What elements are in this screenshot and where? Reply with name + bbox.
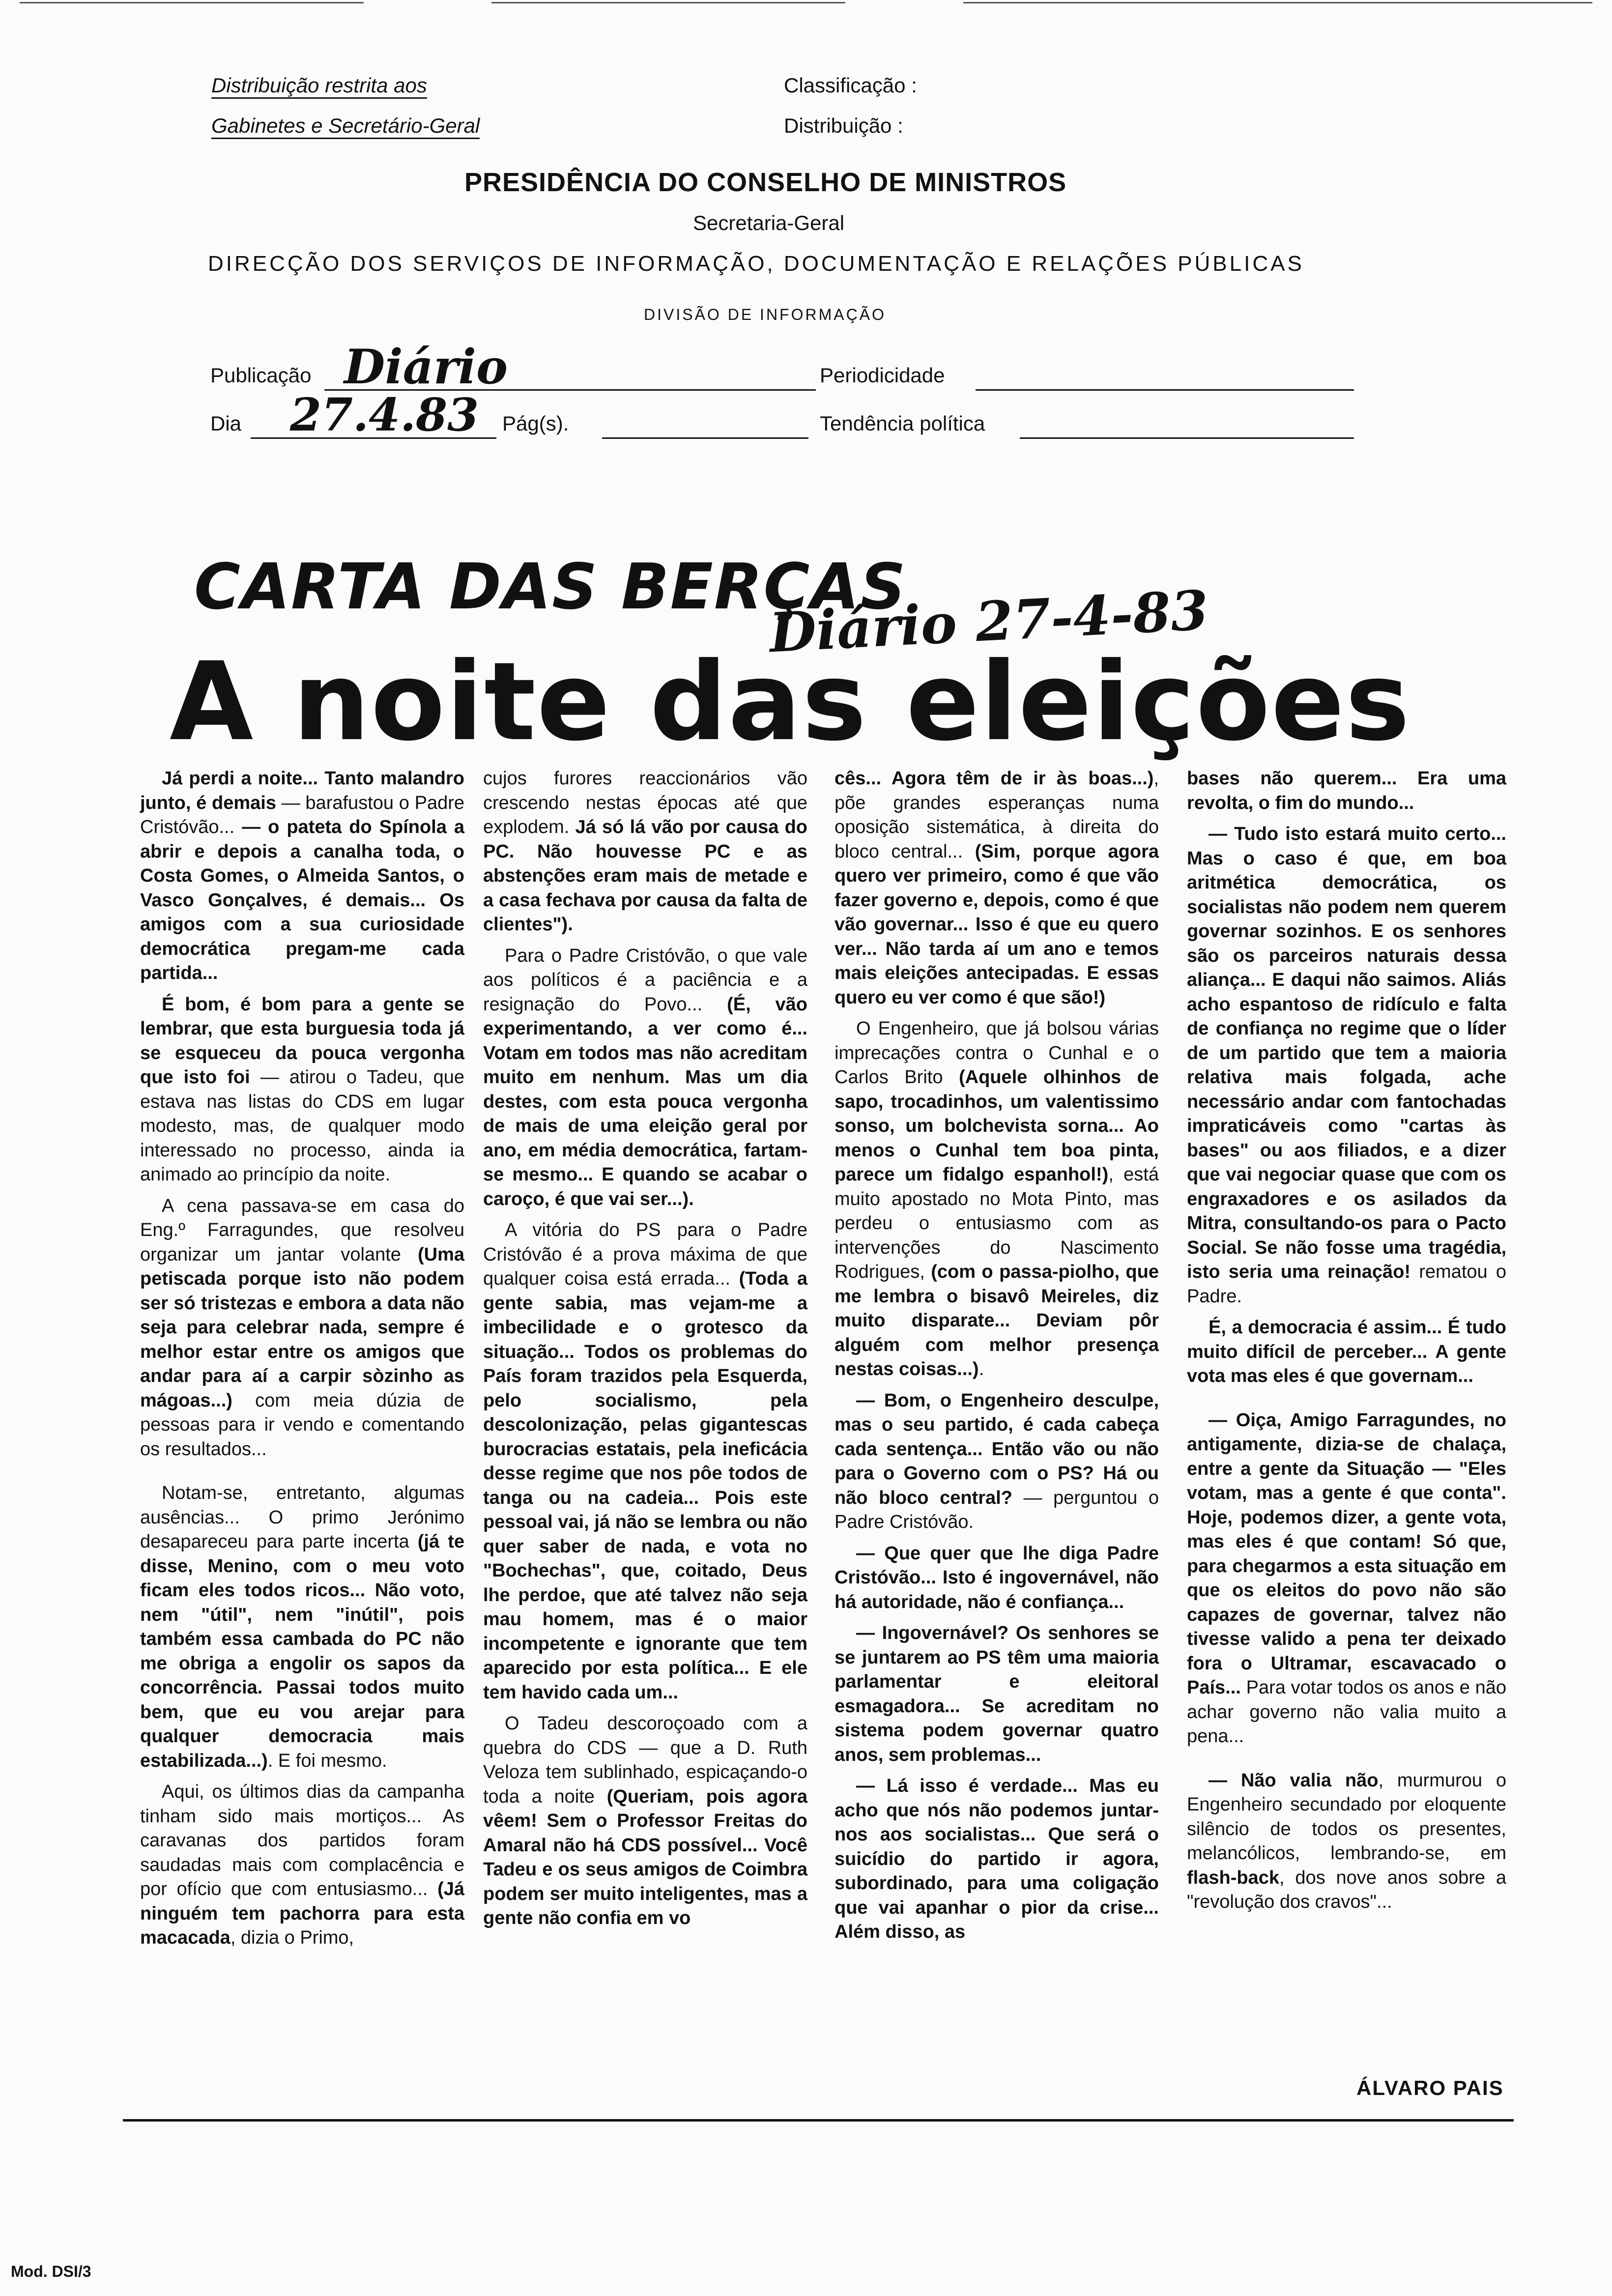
- directorate-line: DIRECÇÃO DOS SERVIÇOS DE INFORMAÇÃO, DOCUMENTAÇÃO E RELAÇÕES PÚBLICAS: [208, 252, 1304, 276]
- article-column-1: Já perdi a noite... Tanto malandro junto, é demais — barafustou o Padre Cristóvão... — o pateta do Spínola a abrir e depois a canalha toda, o Costa Gomes, o Almeida Santos, o Vasco Gonçalves, é demais... Os amigos com a sua curiosidade democrática pregam-me cada partida... É bom, é bom para a gente se lembrar, que esta burguesia toda já se esqueceu da pouca vergonha que isto foi — atirou o Tadeu, que estava nas listas do CDS em lugar modesto, mas, de qualquer modo interessado no processo, ainda ia animado ao princípio da noite. A cena passava-se em casa do Eng.º Farragundes, que resolveu organizar um jantar volante (Uma petiscada porque isto não podem ser só tristezas e embora a data não seja para celebrar nada, sempre é melhor estar entre os amigos que andar para aí a carpir sòzinho as mágoas...) com meia dúzia de pessoas para ir vendo e comentando os resultados... Notam-se, entretanto, algumas ausências... O primo Jerónimo desapareceu para parte incerta (já te disse, Menino, com o meu voto ficam eles todos ricos... Não voto, nem "útil", nem "inútil", pois também essa cambada do PC não me obriga a engolir os sapos da concorrência. Passai todos muito bem, que eu vou arejar para qualquer democracia mais estabilizada...). E foi mesmo. Aqui, os últimos dias da campanha tinham sido mais mortiços... As caravanas dos partidos foram saudadas mais com complacência e por ofício que com entusiasmo... (Já ninguém tem pachorra para esta macacada, dizia o Primo,: [140, 768, 464, 1948]
- political-tendency-underline: [1020, 437, 1354, 439]
- bottom-rule: [123, 2119, 1514, 2122]
- article-column-2: cujos furores reaccionários vão crescendo nestas épocas até que explodem. Já só lá vão por causa do PC. Não houvesse PC e as abstenções eram mais de metade e a casa fechava por causa da falta de clientes"). Para o Padre Cristóvão, o que vale aos políticos é a paciência e a resignação do Povo... (É, vão experimentando, a ver como é... Votam em todos mas não acreditam muito em nenhum. Mas um dia destes, com esta pouca vergonha de mais de uma eleição geral por ano, em média democrática, fartam-se mesmo... E quando se acabar o caroço, é que vai ser...). A vitória do PS para o Padre Cristóvão é a prova máxima de que qualquer coisa está errada... (Toda a gente sabia, mas vejam-me a imbecilidade e o grotesco da situação... Todos os problemas do País foram trazidos pela Esquerda, pelo socialismo, pela descolonização, pelas gigantescas burocracias estatais, pela ineficácia desse regime que nos pôe todos de tanga ou na cadeia... Pois este pessoal vai, já não se lembra ou não quer saber de nada, e vota no "Bochechas", que, coitado, Deus lhe perdoe, que até talvez não seja mau homem, mas é o maior incompetente e ignorante que tem aparecido por esta política... E ele tem havido cada um... O Tadeu descoroçoado com a quebra do CDS — que a D. Ruth Veloza tem sublinhado, espicaçando-o toda a noite (Queriam, pois agora vêem! Sem o Professor Freitas do Amaral não há CDS possível... Você Tadeu e os seus amigos de Coimbra podem ser muito inteligentes, mas a gente não confia em vo: [483, 768, 808, 1928]
- distribution-label: Distribuição :: [784, 114, 903, 137]
- division-line: DIVISÃO DE INFORMAÇÃO: [644, 306, 886, 323]
- article-column-4: bases não querem... Era uma revolta, o fim do mundo... — Tudo isto estará muito certo... Mas o caso é que, em boa aritmética democrática, os socialistas não podem nem querem governar sozinhos. E os senhores são os parceiros naturais dessa aliança... E daqui não saimos. Aliás acho espantoso de ridículo e falta de confiança no regime que o líder de um partido que tem a maioria relativa mais folgada, ache necessário andar com fantochadas impraticáveis como "cartas às bases" ou aos filiados, e a dizer que vai negociar quase que com os engraxadores e os asilados da Mitra, consultando-os para o Pacto Social. Se não fosse uma tragédia, isto seria uma reinação! rematou o Padre. É, a democracia é assim... É tudo muito difícil de perceber... A gente vota mas eles é que governam... — Oiça, Amigo Farragundes, no antigamente, dizia-se de chalaça, entre a gente da Situação — "Eles votam, mas a gente é que conta". Hoje, podemos dizer, a gente vota, mas eles é que contam! Só que, para chegarmos a esta situação em que os eleitos do povo não são capazes de governar, talvez não tivesse valido a pena ter deixado fora o Ultramar, escavacado o País... Para votar todos os anos e não achar governo não valia muito a pena... — Não valia não, murmurou o Engenheiro secundado por eloquente silêncio de todos os presentes, melancólicos, lembrando-se, em flash-back, dos nove anos sobre a "revolução dos cravos"...: [1187, 768, 1506, 1912]
- form-code: Mod. DSI/3: [11, 2263, 91, 2280]
- article-column-3: cês... Agora têm de ir às boas...), põe grandes esperanças numa oposição sistemática, à direita do bloco central... (Sim, porque agora quero ver primeiro, como é que vão fazer governo e, depois, como é que vão governar... Isso é que eu quero ver... Não tarda aí um ano e temos mais eleições antecipadas. E essas quero eu ver como é que são!) O Engenheiro, que já bolsou várias imprecações contra o Cunhal e o Carlos Brito (Aquele olhinhos de sapo, trocadinhos, um valentissimo sonso, um bolchevista sorna... Ao menos o Cunhal tem boa pinta, parece um fidalgo espanhol!), está muito apostado no Mota Pinto, mas perdeu o entusiasmo com as intervenções do Nascimento Rodrigues, (com o passa-piolho, que me lembra o bisavô Meireles, diz muito disparate... Deviam pôr alguém com melhor presença nestas coisas...). — Bom, o Engenheiro desculpe, mas o seu partido, é cada cabeça cada sentença... Então vão ou não para o Governo com o PS? Há ou não bloco central? — perguntou o Padre Cristóvão. — Que quer que lhe diga Padre Cristóvão... Isto é ingovernável, não há autoridade, não é confiança... — Ingovernável? Os senhores se se juntarem ao PS têm uma maioria parlamentar e eleitoral esmagadora... Se acreditam no sistema podem governar quatro anos, sem problemas... — Lá isso é verdade... Mas eu acho que nós não podemos juntar-nos aos socialistas... Que será o suicídio do partido ir agora, subordinado, para uma coligação que vai apanhar o pior da crise... Além disso, as: [835, 768, 1159, 1942]
- day-handwritten: 27.4.83: [290, 388, 479, 441]
- publication-handwritten: Diário: [344, 339, 508, 395]
- political-tendency-label: Tendência política: [820, 412, 985, 435]
- pages-label: Pág(s).: [502, 412, 569, 435]
- headline: A noite das eleições: [170, 639, 1411, 765]
- publication-label: Publicação: [210, 364, 312, 387]
- scan-top-rule-mid: [491, 2, 845, 3]
- kicker-carta-das-bercas: CARTA DAS BERÇAS: [194, 550, 907, 624]
- day-label: Dia: [210, 412, 242, 435]
- classification-label: Classificação :: [784, 74, 917, 97]
- pages-underline: [602, 437, 808, 439]
- secretariat-subtitle: Secretaria-Geral: [693, 211, 845, 234]
- author-signature: ÁLVARO PAIS: [1356, 2076, 1504, 2099]
- periodicity-underline: [976, 389, 1354, 391]
- scan-top-rule-right: [963, 2, 1592, 3]
- scan-top-rule-left: [20, 2, 364, 3]
- periodicity-label: Periodicidade: [820, 364, 945, 387]
- handwritten-date-note: Diário 27-4-83: [768, 578, 1210, 665]
- restricted-distribution-line1: Distribuição restrita aos: [211, 74, 427, 99]
- presidency-title: PRESIDÊNCIA DO CONSELHO DE MINISTROS: [464, 168, 1067, 197]
- restricted-distribution-line2: Gabinetes e Secretário-Geral: [211, 114, 480, 139]
